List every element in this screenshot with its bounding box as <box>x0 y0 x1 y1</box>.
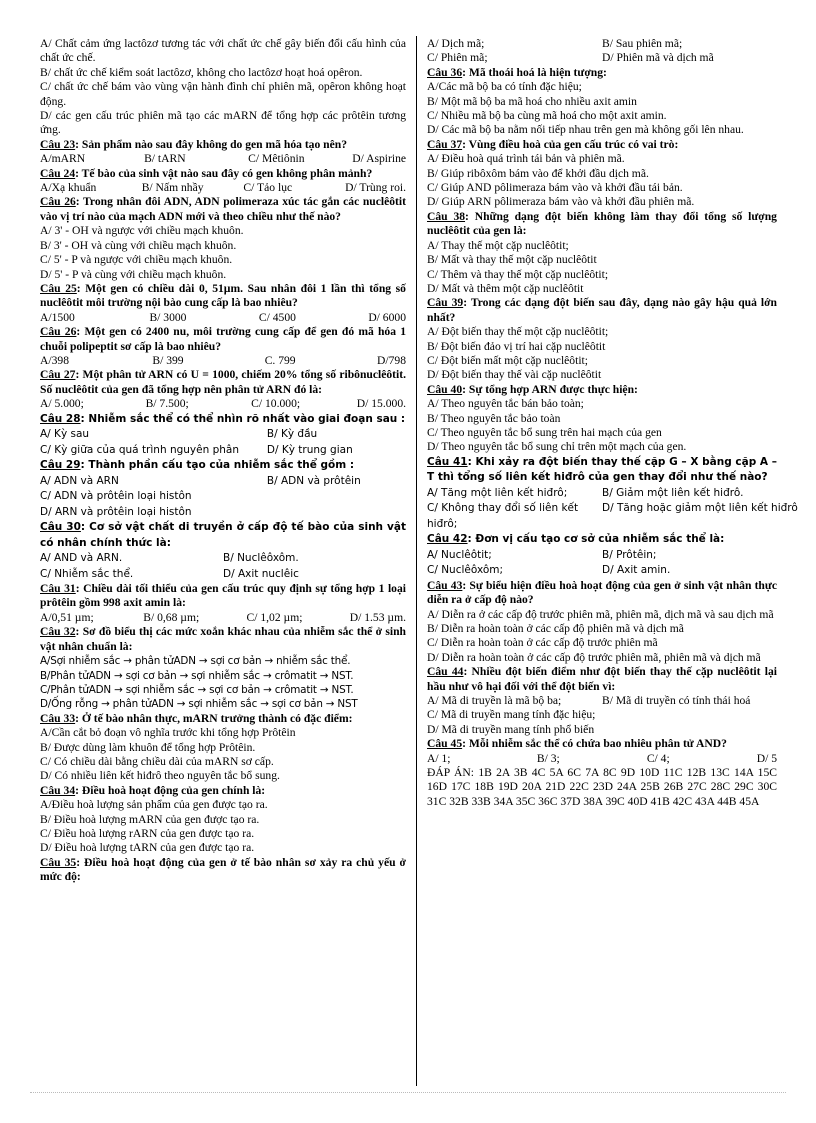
q34-option-b: B/ Điều hoà lượng mARN của gen được tạo ra. <box>40 812 260 826</box>
q30-options-ab: A/ AND và ARN. B/ Nuclêôxôm. <box>40 552 299 565</box>
q38-option-c: C/ Thêm và thay thế một cặp nuclêôtit; <box>427 267 609 281</box>
q43-option-c: C/ Diễn ra hoàn toàn ở các cấp độ trước phiên mã <box>427 636 658 650</box>
q31-options: A/0,51 µm; B/ 0,68 µm; C/ 1,02 µm; D/ 1.53 µm. <box>40 610 406 624</box>
q36-option-d: D/ Các mã bộ ba nằm nối tiếp nhau trên gen mà không gối lên nhau. <box>427 123 744 137</box>
intro-option-d: D/ các gen cấu trúc phiên mã tạo các mARN để tổng hợp các prôtêin tương ứng. <box>40 109 406 137</box>
q39-option-d: D/ Đột biến thay thế vài cặp nuclêôtit <box>427 368 602 382</box>
q36-option-b: B/ Một mã bộ ba mã hoá cho nhiều axit amin <box>427 94 637 108</box>
q37-option-c: C/ Giúp AND pôlimeraza bám vào và khởi đầu tái bản. <box>427 181 683 195</box>
question-45: Câu 45: Mỗi nhiễm sắc thể có chứa bao nhiêu phân tử AND? <box>427 737 727 751</box>
column-divider <box>416 36 417 1086</box>
footer-rule <box>30 1092 786 1093</box>
q41-options-cd: C/ Không thay đổi số liên kết hiđrô; D/ Tăng hoặc giảm một liên kết hiđrô <box>427 502 798 530</box>
q41-q42-block <box>427 455 798 579</box>
q44-option-c: C/ Mã di truyền mang tính đặc hiệu; <box>427 708 596 722</box>
question-41: Câu 41: Khi xảy ra đột biến thay thế cặp G – X bằng cặp A – T thì tổng số liên kết hiđrô của gen thay đổi như thế nào? <box>427 455 777 484</box>
intro-option-c: C/ chất ức chế bám vào vùng vận hành đình chỉ phiên mã, opêron không hoạt động. <box>40 80 406 108</box>
q26-option-d: D/ 5' - P và cùng với chiều mạch khuôn. <box>40 267 227 281</box>
q40-option-b: B/ Theo nguyên tắc bảo toàn <box>427 411 561 425</box>
q24-options: A/Xạ khuẩn B/ Nấm nhầy C/ Tảo lục D/ Trùng roi. <box>40 181 406 195</box>
q33-option-d: D/ Có nhiều liên kết hiđrô theo nguyên tắc bổ sung. <box>40 769 280 783</box>
q43-option-a: A/ Diễn ra ở các cấp độ trước phiên mã, phiên mã, dịch mã và sau dịch mã <box>427 607 774 621</box>
q44-options-ab: A/ Mã di truyền là mã bộ ba; B/ Mã di truyền có tính thái hoá <box>427 694 751 708</box>
q29-option-d: D/ ARN và prôtêin loại histôn <box>40 505 192 518</box>
question-29: Câu 29: Thành phần cấu tạo của nhiễm sắc thể gồm : <box>40 459 355 472</box>
question-31: Câu 31: Chiều dài tối thiểu của gen cấu trúc quy định sự tổng hợp 1 loại prôtêin gồm 998 axit amin là: <box>40 582 406 610</box>
question-24: Câu 24: Tế bào của sinh vật nào sau đây có gen không phân mảnh? <box>40 166 373 180</box>
q37-option-a: A/ Điều hoà quá trình tái bản và phiên mã. <box>427 152 625 166</box>
question-36: Câu 36: Mã thoái hoá là hiện tượng: <box>427 65 607 79</box>
q42-options-cd: C/ Nuclêôxôm; D/ Axit amin. <box>427 564 671 577</box>
question-32: Câu 32: Sơ đồ biểu thị các mức xoắn khác nhau của nhiễm sắc thể ở sinh vật nhân chuẩn là: <box>40 625 406 653</box>
q43-option-b: B/ Diễn ra hoàn toàn ở các cấp độ phiên mã và dịch mã <box>427 622 684 635</box>
q38-option-b: B/ Mất và thay thế một cặp nuclêôtit <box>427 253 597 267</box>
q33-option-b: B/ Được dùng làm khuôn để tổng hợp Prôtêin. <box>40 740 256 754</box>
q27-options: A/ 5.000; B/ 7.500; C/ 10.000; D/ 15.000. <box>40 397 407 411</box>
q40-option-a: A/ Theo nguyên tắc bán bảo toàn; <box>427 397 584 411</box>
question-42: Câu 42: Đơn vị cấu tạo cơ sở của nhiễm sắc thể là: <box>427 533 725 546</box>
question-28: Câu 28: Nhiễm sắc thể có thể nhìn rõ nhất vào giai đoạn sau : <box>40 412 406 425</box>
intro-option-b: B/ chất ức chế kiểm soát lactôzơ, không cho lactôzơ hoạt hoá opêron. <box>40 65 363 79</box>
q40-option-d: D/ Theo nguyên tắc bổ sung chỉ trên một mạch của gen. <box>427 440 687 454</box>
q25-options: A/1500 B/ 3000 C/ 4500 D/ 6000 <box>40 310 406 324</box>
q32-option-b: B/Phân tửADN → sợi cơ bản → sợi nhiễm sắc → crômatit → NST. <box>40 669 354 682</box>
q33-option-c: C/ Có chiều dài bằng chiều dài của mARN sơ cấp. <box>40 754 274 768</box>
q32-option-c: C/Phân tửADN → sợi nhiễm sắc → sợi cơ bản → crômatit → NST. <box>40 683 354 696</box>
q34-option-c: C/ Điều hoà lượng rARN của gen được tạo ra. <box>40 826 255 840</box>
question-44: Câu 44: Nhiều đột biến điểm như đột biến thay thế cặp nuclêôtit lại hầu như vô hại đối với thể đột biến vì: <box>427 665 777 693</box>
q29-options-ab: A/ ADN và ARN B/ ADN và prôtêin <box>40 474 361 487</box>
q28-options-cd: C/ Kỳ giữa của quá trình nguyên phân D/ Kỳ trung gian <box>40 443 353 456</box>
question-34: Câu 34: Điều hoà hoạt động của gen chính là: <box>40 783 266 797</box>
q29-option-c: C/ ADN và prôtêin loại histôn <box>40 490 192 503</box>
q38-option-a: A/ Thay thế một cặp nuclêôtit; <box>427 238 569 252</box>
q23-options: A/mARN B/ tARN C/ Mêtiônin D/ Aspirine <box>40 152 407 166</box>
q40-option-c: C/ Theo nguyên tắc bổ sung trên hai mạch của gen <box>427 425 662 439</box>
q32-option-a: A/Sợi nhiễm sắc → phân tửADN → sợi cơ bản → nhiễm sắc thể. <box>40 655 351 668</box>
q37-option-d: D/ Giúp ARN pôlimeraza bám vào và khởi đầu phiên mã. <box>427 195 695 209</box>
question-33: Câu 33: Ở tế bào nhân thực, mARN trưởng thành có đặc điểm: <box>40 711 353 725</box>
answer-key: ĐÁP ÁN: 1B 2A 3B 4C 5A 6C 7A 8C 9D 10D 11C 12B 13C 14A 15C 16D 17C 18B 19D 20A 21D 22C 23D 24A 25B 26B 27C 28C 29C 30C 31C 32B 33B 34A 35C 36C 37D 38A 39C 40D 41B 42C 43A 44B 45A <box>427 766 777 808</box>
intro-option-a: A/ Chất cảm ứng lactôzơ tương tác với chất ức chế gây biến đổi cấu hình của chất ức chế. <box>40 37 406 65</box>
right-column <box>427 37 798 809</box>
question-26b: Câu 26: Một gen có 2400 nu, môi trường cung cấp để gen đó mã hóa 1 chuỗi polipeptit sơ cấp là bao nhiêu? <box>40 325 406 353</box>
q39-option-c: C/ Đột biến mất một cặp nuclêôtit; <box>427 353 588 367</box>
q28-q30-block <box>40 412 406 583</box>
q36-option-a: A/Các mã bộ ba có tính đặc hiệu; <box>427 80 582 94</box>
q26b-options: A/398 B/ 399 C. 799 D/798 <box>40 353 407 367</box>
left-column <box>40 37 406 885</box>
q44-option-d: D/ Mã di truyền mang tính phổ biến <box>427 722 595 736</box>
question-43: Câu 43: Sự biểu hiện điều hoà hoạt động của gen ở sinh vật nhân thực diễn ra ở cấp độ nào? <box>427 578 777 607</box>
q38-option-d: D/ Mất và thêm một cặp nuclêôtit <box>427 281 584 295</box>
question-27: Câu 27: Một phân tử ARN có U = 1000, chiếm 20% tổng số ribônuclêôtit. Số nuclêôtit của gen đã tổng hợp nên phân tử ARN đó là: <box>40 368 406 396</box>
question-38: Câu 38: Những dạng đột biến không làm thay đổi tổng số lượng nuclêôtit của gen là: <box>427 209 777 238</box>
q33-option-a: A/Cần cắt bỏ đoạn vô nghĩa trước khi tổng hợp Prôtêin <box>40 726 296 740</box>
q37-option-b: B/ Giúp ribôxôm bám vào để khởi đầu dịch mã. <box>427 166 649 180</box>
question-37: Câu 37: Vùng điều hoà của gen cấu trúc có vai trò: <box>427 137 679 151</box>
q43-option-d: D/ Diễn ra hoàn toàn ở các cấp độ trước phiên mã, phiên mã và dịch mã <box>427 650 761 664</box>
question-25: Câu 25: Một gen có chiều dài 0, 51µm. Sau nhân đôi 1 lần thì tổng số nuclêôtit môi trường nội bào cung cấp là bao nhiêu? <box>40 281 406 310</box>
q26-option-b: B/ 3' - OH và cùng với chiều mạch khuôn. <box>40 238 237 252</box>
q39-option-b: B/ Đột biến đảo vị trí hai cặp nuclêôtit <box>427 339 606 353</box>
q41-options-ab: A/ Tăng một liên kết hiđrô; B/ Giảm một liên kết hiđrô. <box>427 486 744 499</box>
question-40: Câu 40: Sự tổng hợp ARN được thực hiện: <box>427 382 638 396</box>
q26-option-a: A/ 3' - OH và ngược với chiều mạch khuôn. <box>40 224 244 238</box>
q42-options-ab: A/ Nuclêôtit; B/ Prôtêin; <box>427 548 657 561</box>
q34-option-a: A/Điều hoà lượng sản phẩm của gen được tạo ra. <box>40 798 268 812</box>
q36-option-c: C/ Nhiều mã bộ ba cùng mã hoá cho một axit amin. <box>427 109 667 123</box>
question-39: Câu 39: Trong các dạng đột biến sau đây, dạng nào gây hậu quả lớn nhất? <box>427 296 777 324</box>
question-23: Câu 23: Sản phẩm nào sau đây không do gen mã hóa tạo nên? <box>40 137 348 151</box>
q28-options-ab: A/ Kỳ sau B/ Kỳ đầu <box>40 428 318 441</box>
q35-options-ab: A/ Dịch mã; B/ Sau phiên mã; <box>427 37 683 50</box>
q35-options-cd: C/ Phiên mã; D/ Phiên mã và dịch mã <box>427 51 714 65</box>
question-30: Câu 30: Cơ sở vật chất di truyền ở cấp độ tế bào của sinh vật có nhân chính thức là: <box>40 521 406 549</box>
q26-option-c: C/ 5' - P và ngược với chiều mạch khuôn. <box>40 253 233 267</box>
question-26: Câu 26: Trong nhân đôi ADN, ADN polimeraza xúc tác gắn các nuclêôtit vào vị trí nào của mạch ADN mới và theo chiều như thế nào? <box>40 195 406 223</box>
q39-option-a: A/ Đột biến thay thế một cặp nuclêôtit; <box>427 325 609 339</box>
q34-option-d: D/ Điều hoà lượng tARN của gen được tạo ra. <box>40 841 255 855</box>
q32-option-d: D/Ống rỗng → phân tửADN → sợi nhiễm sắc → sợi cơ bản → NST <box>40 698 358 711</box>
q30-options-cd: C/ Nhiễm sắc thể. D/ Axit nuclêic <box>40 567 299 580</box>
question-35: Câu 35: Điều hoà hoạt động của gen ở tế bào nhân sơ xảy ra chủ yếu ở mức độ: <box>40 855 406 884</box>
q45-options: A/ 1; B/ 3; C/ 4; D/ 5 <box>427 751 778 765</box>
